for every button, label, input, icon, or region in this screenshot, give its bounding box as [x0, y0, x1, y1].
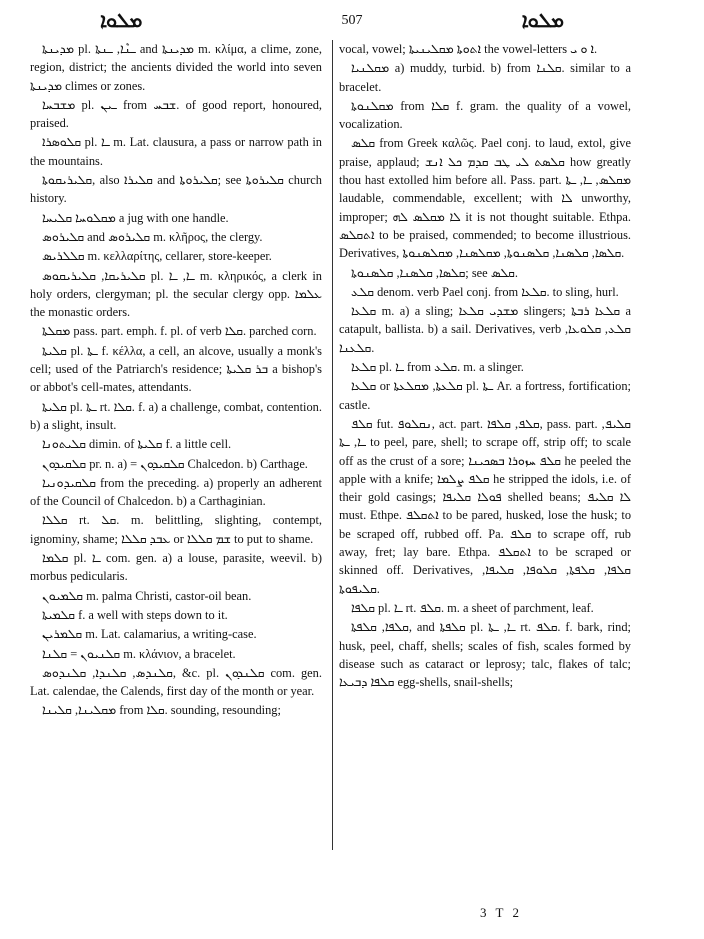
- left-running-head: ܡܠܘܐ: [100, 8, 143, 32]
- dictionary-entry: ܩܠܝܪܝܩܘܬܐ, also ܩܠܝܪܐ and ܩܠܝܪܘܬܐ; see ܩܠܝܪܘܬܐ church history.: [30, 173, 323, 206]
- dictionary-entry: ܩܠܡܐ pl. ـܐ com. gen. a) a louse, parasite, weevil. b) morbus pedicularis.: [30, 551, 322, 584]
- dictionary-entry: ܩܠܠܐ rt. ܩܠ. m. belittling, slighting, contempt, ignominy, shame; ܥܒܕ ܩܠܠܐ or ܫܡ ܩܠܠܐ to put to shame.: [30, 513, 322, 546]
- page-header: [40, 8, 664, 38]
- dictionary-entry: ܩܠܝܪܝܩܐ, ܩܠܝܪܝܩܘܣ pl. ـܐ, ـܐ m. κληρικός, a clerk in holy orders, clergyman; pl. the secular clergy opp. ܥܠܡܐ the monastic orders.: [30, 268, 323, 320]
- dictionary-entry: ܩܠܝܬܘܢܐ dimin. of ܩܠܝܬܐ f. a little cell.: [42, 437, 232, 452]
- dictionary-entry: ܡܕܝܢܬܐ pl. ـܢܶܐ, ـܢܬܐ and ܡܕܝܢܬܐ m. κλίμα, a clime, zone, region, district; the ancients divided the world into seven ܡܕܝܢܬܐ climes or zones.: [30, 42, 322, 93]
- dictionary-entry: ܩܠܝܬܐ pl. ـܬܐ f. κέλλα, a cell, an alcove, usually a monk's cell; used of the Patriarch's residence; ܒܪ ܩܠܝܬܐ a bishop's or abbot's cell-mates, attendants.: [30, 343, 322, 395]
- dictionary-entry: ܩܠܥܐ pl. ـܐ from ܩܠܥ. m. a slinger.: [351, 360, 524, 375]
- dictionary-entry: ܡܫܒܚܐ pl. ـܝܢ from ܫܒܚ. of good report, honoured, praised.: [30, 97, 322, 131]
- dictionary-entry: vocal, vowel; ܐܬܘܬܐ ܡܩܠܝܢܝܬܐ the vowel-letters ܐ ܘ ܝ.: [339, 42, 598, 56]
- dictionary-entry: ܩܠܥܐ m. a) a sling; ܡܫܕܝ ܩܠܥܐ slingers; ܩܠܥܐ ܪܒܬܐ a catapult, ballista. b) a sail. Derivatives, verb ܩܠܥ, ܩܠܘܥܐ, ܩܠܥܢܐ.: [339, 304, 632, 355]
- dictionary-entry: ܩܠܣܐ, ܩܠܣܢܐ, ܩܠܣܢܘܬܐ; see ܩܠܣ.: [351, 265, 518, 280]
- dictionary-entry: ܩܠܦܐ, ܩܠܦܬܐ, and ܩܠܦܬܐ pl. ـܐ, ـܬܐ rt. ܩܠܦ. f. bark, rind; husk, peel, chaff, shells; scales of fish, scales formed by disease such as cataract or leprosy; talc, flakes of talc; ܩܠܦܐ ܕܒܝܥܐ egg-shells, snail-shells;: [339, 620, 631, 690]
- dictionary-entry: ܩܠܡܪܝܢ m. Lat. calamarius, a writing-case.: [42, 627, 257, 642]
- dictionary-entry: ܩܠܩܝܕܘܢܝܐ from the preceding. a) properly an adherent of the Council of Chalcedon. b) a Carthaginian.: [30, 475, 322, 509]
- dictionary-entry: ܩܠܘܣܪܐ pl. ـܐ m. Lat. clausura, a pass or narrow path in the mountains.: [30, 135, 322, 168]
- dictionary-entry: ܩܠܩܝܕܘܢ pr. n. a) = ܩܠܩܝܕܘܢ Chalcedon. b) Carthage.: [42, 456, 308, 471]
- dictionary-entry: ܩܠܡܝܘܢ m. palma Christi, castor-oil bean.: [42, 588, 252, 603]
- dictionary-entry: ܩܠܢܕܣ, ܩܠܢܕܐ, ܩܠܢܕܘܣ, &c. pl. ܩܠܢܕܘܢ com. gen. Lat. calendae, the Calends, first day of the month or year.: [30, 665, 322, 699]
- dictionary-entry: ܡܩܠܬܐ pass. part. emph. f. pl. of verb ܩܠܐ. parched corn.: [42, 324, 317, 339]
- dictionary-entry: ܡܩܠܘܚܐ ܩܠܝܚܐ a jug with one handle.: [42, 210, 229, 225]
- dictionary-entry: ܩܠܥܐ or ܩܠܥܬܐ, ܡܩܠܥܬܐ pl. ـܬܐ Ar. a fortress, fortification; castle.: [339, 379, 631, 412]
- right-running-head: ܡܠܘܐ: [521, 8, 564, 32]
- column-divider: [332, 40, 333, 850]
- dictionary-entry: ܡܩܠܝܢܐ, ܩܠܝܢܐ from ܩܠܐ. sounding, resounding;: [42, 703, 281, 718]
- dictionary-entry: ܩܠܥ denom. verb Pael conj. from ܩܠܥܐ. to sling, hurl.: [351, 284, 619, 299]
- dictionary-entry: ܩܠܢܝܘܢ = ܩܠܢܐ m. κλάνιον, a bracelet.: [42, 646, 236, 661]
- page-number: 507: [341, 13, 363, 28]
- dictionary-entry: ܡܩܠܢܘܬܐ from ܩܠܐ f. gram. the quality of a vowel, vocalization.: [339, 98, 631, 132]
- dictionary-entry: ܩܠܣ from Greek καλῶς. Pael conj. to laud, extol, give praise, applaud; ܩܠܣܬ ܠܝ ܛܒ ܩܕܡ ܟܠ ܐܢܫ how greatly thou hast extolled him before all. Pass. part. ܡܩܠܣ, ـܐ, ـܬܐ laudable, commendable, excellent; with ܠܐ unworthy, improper; ܠܐ ܡܩܠܣ ܠܗ it is not thought suitable. Ethpa. ܐܬܩܠܣ to be praised, commended; to become illustrious. Derivatives, ܩܠܣܐ, ܩܠܣܢܐ, ܩܠܣܢܘܬܐ, ܡܩܠܣܢܐ, ܡܩܠܣܢܘܬܐ.: [339, 136, 632, 261]
- dictionary-entry: ܡܩܠܢܝܐ a) muddy, turbid. b) from ܩܠܢܐ. similar to a bracelet.: [339, 61, 631, 94]
- dictionary-entry: ܩܠܝܬܐ pl. ـܬܐ rt. ܩܠܐ. f. a) a challenge, combat, contention. b) a slight, insult.: [30, 399, 322, 432]
- dictionary-entry: ܩܠܝܪܘܣ and ܩܠܝܪܘܣ m. κλῆρος, the clergy.: [42, 229, 263, 244]
- signature-mark: 3 T 2: [480, 905, 522, 920]
- dictionary-entry: ܩܠܦܐ pl. ـܐ rt. ܩܠܦ. m. a sheet of parchment, leaf.: [351, 600, 594, 615]
- dictionary-entry: ܩܠܦ fut. ܢܩܠܘܦ, act. part. ܩܠܦ, ܩܠܦܐ, pass. part. ܩܠܝܦ, ـܐ, ـܬܐ to peel, pare, shell; to scrape off, strip off; to scale off as the crust of a sore; ܩܠܦ ܚܙܘܪܐ ܒܣܟܝܢܐ he peeled the apple with a knife; ܩܠܦ ܨܠܡܐ he stripped the idols, i.e. of their gold casings; ܦܘܠܐ ܩܠܝܦܐ shelled beans; ܠܐ ܩܠܝܦ must. Ethpe. ܐܬܩܠܦ to be pared, husked, lose the husk; to be scraped off, rubbed off. Pa. ܩܠܦ to scrape off, rub away, fret; lay bare. Ethpa. ܐܬܩܠܦ to be scraped or skinned off. Derivatives, ܩܠܦܐ, ܩܠܦܬܐ, ܩܠܘܦܐ, ܩܠܝܦܐ, ܩܠܝܦܘܬܐ.: [339, 416, 632, 596]
- right-column: [339, 40, 631, 692]
- left-column: [30, 40, 322, 721]
- dictionary-entry: ܩܠܡܝܬܐ f. a well with steps down to it.: [42, 607, 228, 622]
- dictionary-entry: ܩܠܠܪܝܣ m. κελλαρίτης, cellarer, store-keeper.: [42, 249, 272, 264]
